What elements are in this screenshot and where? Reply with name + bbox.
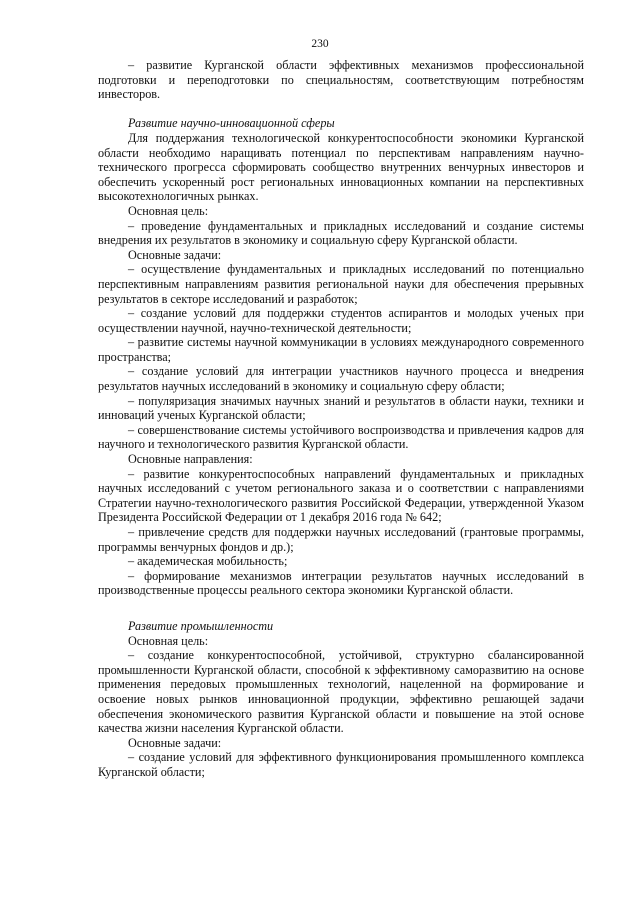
paragraph: – создание условий для эффективного функционирования промышленного комплекса Курганской области; bbox=[98, 750, 584, 779]
paragraph: Основные задачи: bbox=[128, 735, 222, 750]
paragraph: Основная цель: bbox=[128, 633, 209, 648]
paragraph: Основная цель: bbox=[128, 203, 209, 218]
paragraph: – развитие Курганской области эффективных механизмов профессиональной подготовки и переподготовки по специальностям, соответствующим потребностям инвесторов. bbox=[98, 58, 584, 102]
paragraph: Для поддержания технологической конкурентоспособности экономики Курганской области необходимо наращивать потенциал по перспективам направлениям научно-технического прогресса сформировать сообщество внутренних венчурных инвесторов и обеспечить ускоренный рост региональных инновационных компании на перспективных высокотехнологичных рынках. bbox=[98, 130, 584, 204]
paragraph: – создание условий для интеграции участников научного процесса и внедрения результатов научных исследований в экономику и социальную сферу области; bbox=[98, 364, 584, 394]
section-heading: Развитие промышленности bbox=[128, 618, 274, 633]
document-body bbox=[98, 58, 584, 780]
paragraph: – развитие системы научной коммуникации в условиях международного современного пространства; bbox=[98, 335, 584, 364]
paragraph: – создание конкурентоспособной, устойчивой, структурно сбалансированной промышленности Курганской области, способной к эффективному саморазвитию на основе применения передовых промышленных технологий, нацеленной на формирование и освоение новых рынков инновационной продукции, эффективно решающей задачи обеспечения экономического развития Курганской области и повышение на этой основе качества жизни населения Курганской области. bbox=[98, 648, 584, 736]
paragraph: Основные направления: bbox=[128, 452, 253, 467]
paragraph: – проведение фундаментальных и прикладных исследований и создание системы внедрения их результатов в экономику и социальную сферу Курганской области. bbox=[98, 218, 584, 248]
paragraph: – развитие конкурентоспособных направлений фундаментальных и прикладных научных исследований с учетом регионального заказа и о соответствии с направлениями Стратегии научно-технологического развития Российской Федерации, утвержденной Указом Президента Российской Федерации от 1 декабря 2016 года № 642; bbox=[98, 466, 584, 525]
paragraph: Основные задачи: bbox=[128, 247, 222, 262]
page-number: 230 bbox=[311, 38, 329, 50]
paragraph: – академическая мобильность; bbox=[128, 554, 288, 569]
paragraph: – популяризация значимых научных знаний и результатов в области науки, техники и инноваций ученых Курганской области; bbox=[98, 393, 584, 423]
paragraph: – формирование механизмов интеграции результатов научных исследований в производственные процессы реального сектора экономики Курганской области. bbox=[98, 568, 584, 598]
paragraph: – совершенствование системы устойчивого воспроизводства и привлечения кадров для научного и технологического развития Курганской области. bbox=[98, 422, 584, 452]
section-heading: Развитие научно-инновационной сферы bbox=[128, 116, 335, 131]
paragraph: – создание условий для поддержки студентов аспирантов и молодых ученых при осуществлении научной, научно-технической деятельности; bbox=[98, 306, 584, 335]
paragraph: – осуществление фундаментальных и прикладных исследований по потенциально перспективным направлениям развития региональной науки для обеспечения прерывных результатов в секторе исследований и разработок; bbox=[98, 262, 584, 306]
paragraph: – привлечение средств для поддержки научных исследований (грантовые программы, программы венчурных фондов и др.); bbox=[98, 525, 584, 554]
